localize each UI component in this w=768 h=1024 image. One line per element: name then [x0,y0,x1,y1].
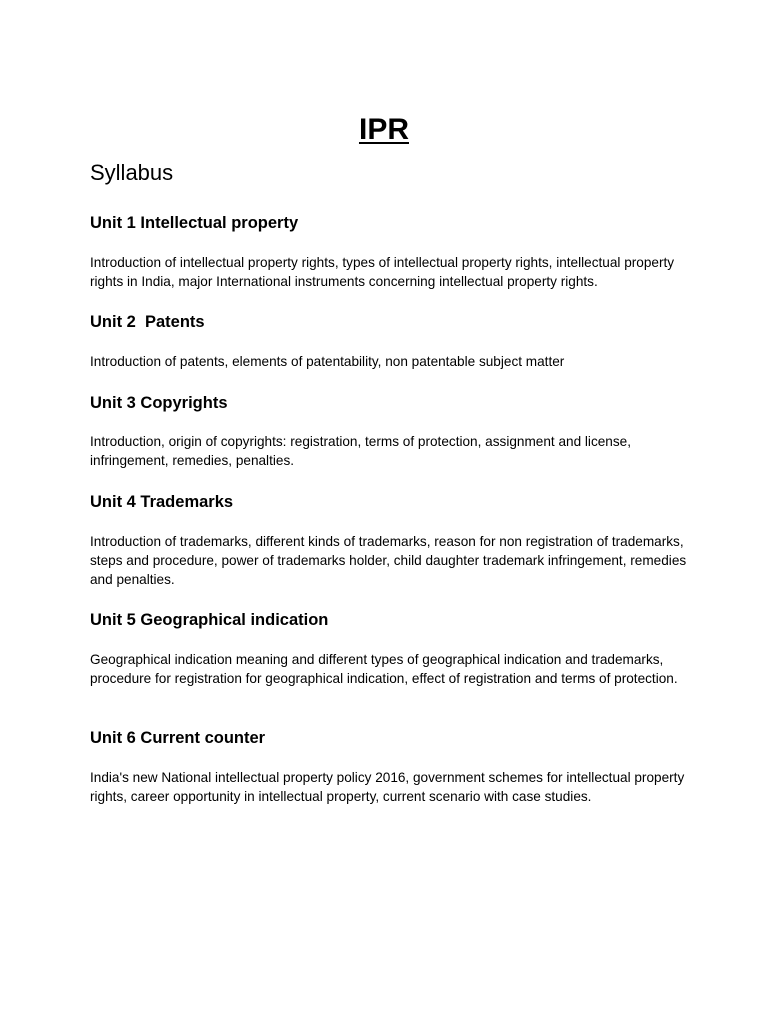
unit-6-heading: Unit 6 Current counter [90,729,266,747]
unit-5-heading: Unit 5 Geographical indication [90,611,329,629]
unit-6-description: India's new National intellectual property policy 2016, government schemes for intellectual property rights, career opportunity in intellectual property, current scenario with case studies. [90,770,685,804]
document-subtitle: Syllabus [90,160,174,185]
unit-3-heading: Unit 3 Copyrights [90,394,228,412]
unit-2-heading: Unit 2 Patents [90,313,205,331]
unit-5-description: Geographical indication meaning and different types of geographical indication and trademarks, procedure for registration for geographical indication, effect of registration and terms of protection. [90,652,678,686]
unit-1-description: Introduction of intellectual property rights, types of intellectual property rights, intellectual property rights in India, major International instruments concerning intellectual property rights. [90,255,675,289]
unit-4-heading: Unit 4 Trademarks [90,493,234,511]
unit-1-heading: Unit 1 Intellectual property [90,214,299,232]
document-title: IPR [358,113,409,146]
unit-2-description: Introduction of patents, elements of patentability, non patentable subject matter [90,354,565,369]
unit-3-description: Introduction, origin of copyrights: registration, terms of protection, assignment and license, infringement, remedies, penalties. [90,434,632,468]
unit-4-description: Introduction of trademarks, different kinds of trademarks, reason for non registration of trademarks, steps and procedure, power of trademarks holder, child daughter trademark infringement, remedies and penalties. [90,534,687,587]
